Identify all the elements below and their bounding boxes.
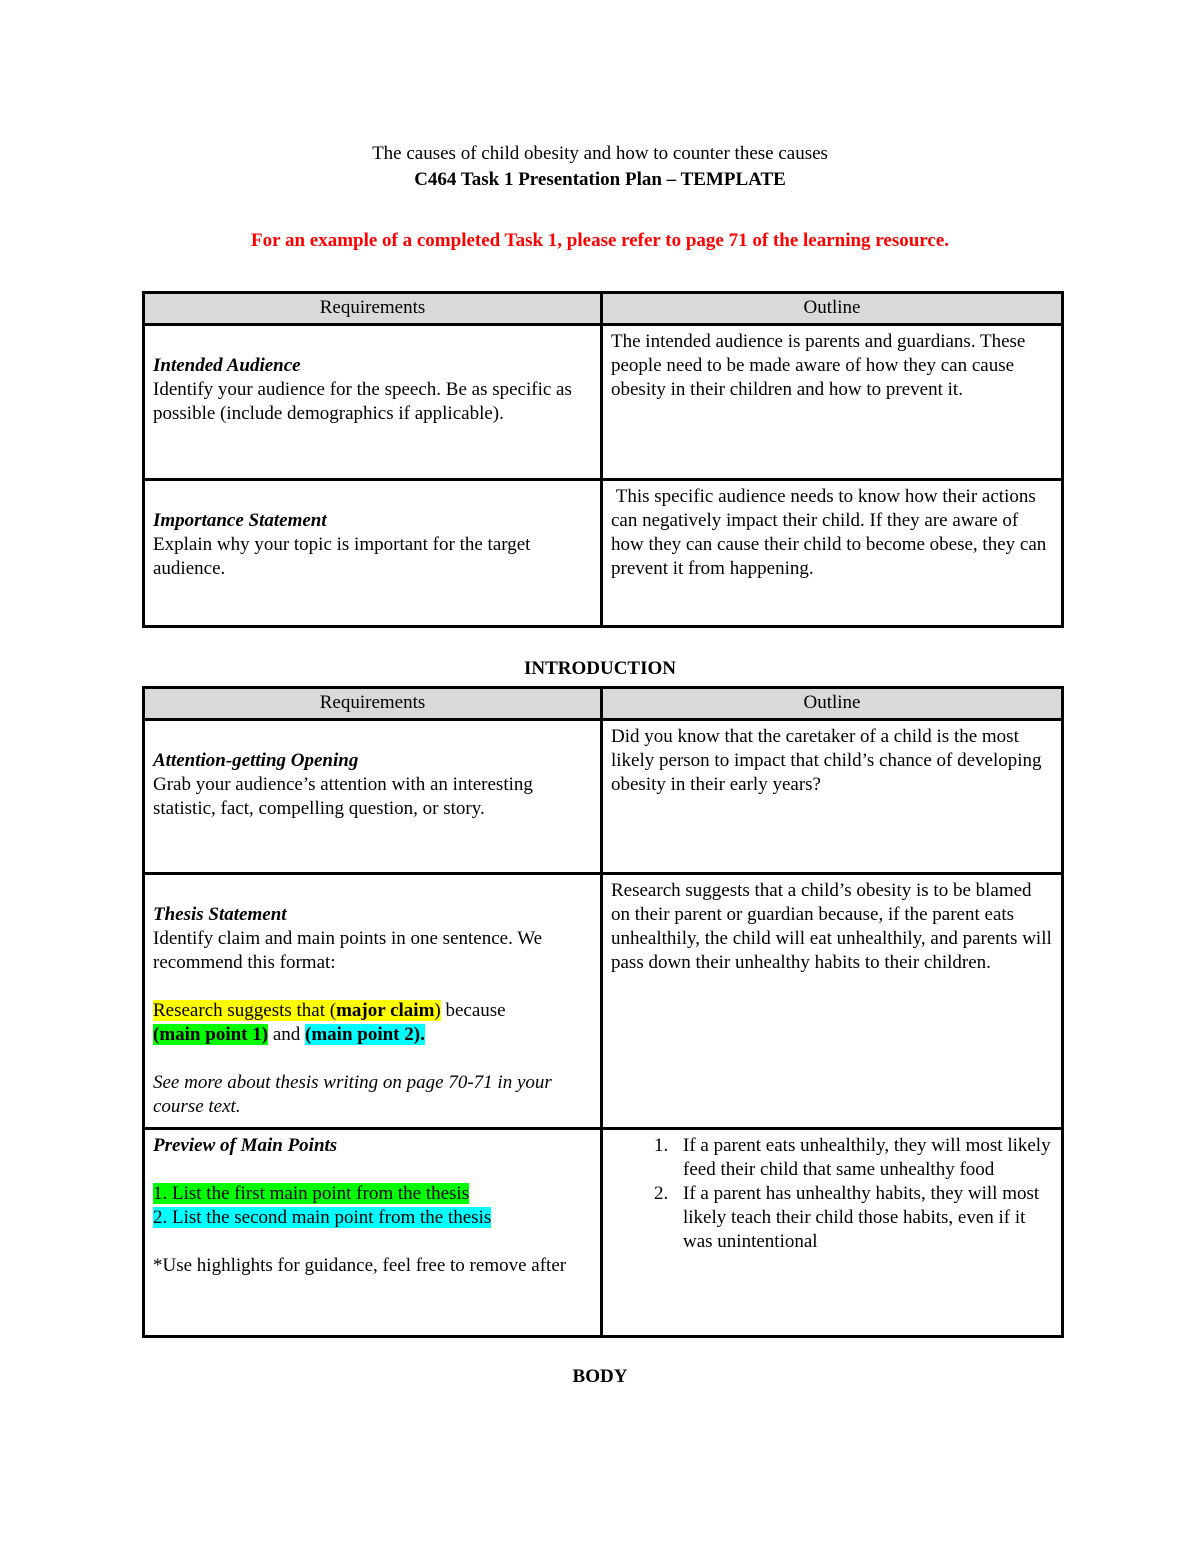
table-header-row xyxy=(144,293,1063,325)
list-item: 1. If a parent eats unhealthily, they will most likely feed their child that same unhealthy food xyxy=(673,1134,1053,1182)
thesis-reference: See more about thesis writing on page 70-71 in your course text. xyxy=(153,1072,552,1117)
preview-guidance: *Use highlights for guidance, feel free to remove after xyxy=(153,1255,567,1276)
preview-item-2: 2. List the second main point from the thesis xyxy=(153,1207,492,1228)
requirement-cell xyxy=(144,720,602,874)
requirement-label: Importance Statement xyxy=(153,510,327,531)
major-claim-text: major claim xyxy=(336,1000,435,1021)
requirement-cell xyxy=(144,874,602,1129)
thesis-format xyxy=(153,1000,506,1045)
preview-item-1: 1. List the first main point from the thesis xyxy=(153,1183,470,1204)
introduction-heading: INTRODUCTION xyxy=(523,658,677,679)
table-row xyxy=(144,480,1063,627)
requirement-instruction: Grab your audience’s attention with an interesting statistic, fact, compelling question, or story. xyxy=(153,774,533,819)
main-point-2-text: (main point 2). xyxy=(305,1024,425,1045)
requirement-label: Intended Audience xyxy=(153,355,301,376)
requirement-instruction: Identify claim and main points in one sentence. We recommend this format: xyxy=(153,928,543,973)
table-row xyxy=(144,1129,1063,1337)
main-point-1-text: (main point 1) xyxy=(153,1024,269,1045)
main-points-list xyxy=(611,1134,1053,1254)
outline-cell[interactable]: Research suggests that a child’s obesity is to be blamed on their parent or guardian because, if the parent eats unhealthily, the child will eat unhealthily, and parents will pass down their unhealthy habits to their children. xyxy=(602,874,1063,1129)
outline-header: Outline xyxy=(602,293,1063,325)
requirement-instruction: Explain why your topic is important for the target audience. xyxy=(153,534,531,579)
requirement-label: Attention-getting Opening xyxy=(153,750,359,771)
outline-cell[interactable]: This specific audience needs to know how their actions can negatively impact their child. If they are aware of how they can cause their child to become obese, they can prevent it from happening. xyxy=(602,480,1063,627)
outline-header: Outline xyxy=(602,688,1063,720)
body-heading: BODY xyxy=(572,1366,628,1387)
outline-cell[interactable]: Did you know that the caretaker of a child is the most likely person to impact that child’s chance of developing obesity in their early years? xyxy=(602,720,1063,874)
thesis-format-text: ) xyxy=(434,1000,441,1021)
requirement-label: Thesis Statement xyxy=(153,904,287,925)
table-header-row xyxy=(144,688,1063,720)
table-row xyxy=(144,720,1063,874)
outline-cell[interactable]: The intended audience is parents and guardians. These people need to be made aware of how they can cause obesity in their children and how to prevent it. xyxy=(602,325,1063,480)
requirement-label: Preview of Main Points xyxy=(153,1135,338,1156)
thesis-format-text: because xyxy=(440,1000,506,1021)
requirement-instruction: Identify your audience for the speech. Be as specific as possible (include demographics if applicable). xyxy=(153,379,572,424)
requirement-cell xyxy=(144,480,602,627)
thesis-format-text: and xyxy=(268,1024,306,1045)
list-item: 2. If a parent has unhealthy habits, they will most likely teach their child those habits, even if it was unintentional xyxy=(673,1182,1053,1254)
document-subtitle: C464 Task 1 Presentation Plan – TEMPLATE xyxy=(414,169,786,190)
requirement-cell xyxy=(144,325,602,480)
example-note: For an example of a completed Task 1, please refer to page 71 of the learning resource. xyxy=(251,230,949,251)
document-title: The causes of child obesity and how to counter these causes xyxy=(372,143,828,164)
thesis-format-text: Research suggests that ( xyxy=(153,1000,337,1021)
audience-table xyxy=(142,291,1064,628)
outline-cell[interactable] xyxy=(602,1129,1063,1337)
table-row xyxy=(144,325,1063,480)
introduction-table xyxy=(142,686,1064,1338)
requirement-cell xyxy=(144,1129,602,1337)
requirements-header: Requirements xyxy=(144,688,602,720)
table-row xyxy=(144,874,1063,1129)
requirements-header: Requirements xyxy=(144,293,602,325)
thesis-format-highlight xyxy=(153,1000,441,1021)
